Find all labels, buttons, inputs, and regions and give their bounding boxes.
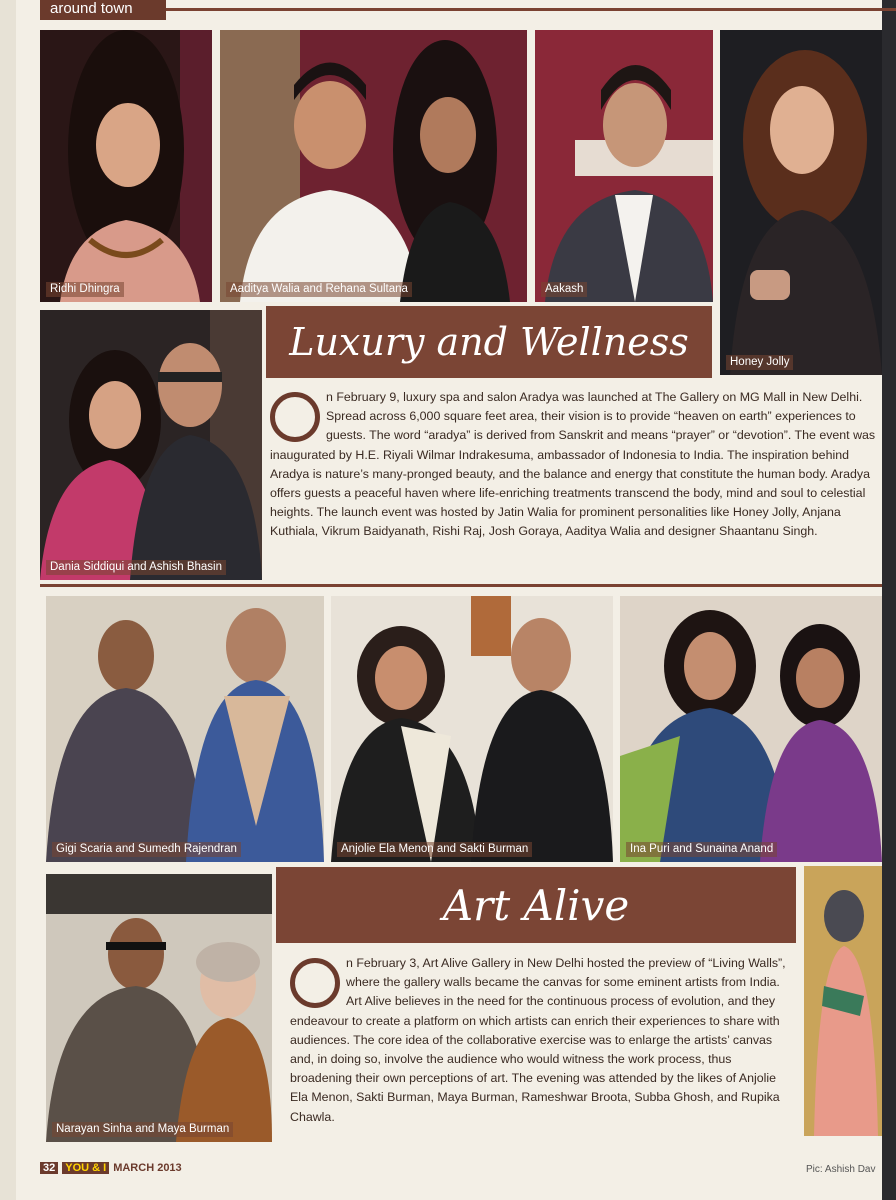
caption: Dania Siddiqui and Ashish Bhasin — [46, 560, 226, 575]
photo-narayan-maya — [46, 874, 272, 1142]
article1-body — [270, 388, 882, 578]
article1-headline: Luxury and Wellness — [266, 306, 712, 378]
photo-ridhi-dhingra — [40, 30, 212, 302]
photo-gigi-sumedh — [46, 596, 324, 862]
caption: Anjolie Ela Menon and Sakti Burman — [337, 842, 532, 857]
next-page-edge — [882, 0, 896, 1200]
page-gutter — [0, 0, 16, 1200]
article2-text: n February 3, Art Alive Gallery in New Delhi hosted the preview of “Living Walls”, where the gallery walls became the canvas for some eminent artists from India. Art Alive believes in the need for the continuous process of evolution, and they endeavour to create a platform on which artists can enrich their experiences to share with audiences. The core idea of the collaborative exercise was to enlarge the artists’ canvas and, in doing so, involve the audience who would witness the work process, thus broadening their own perceptions of art. The evening was attended by the likes of Anjolie Ela Menon, Sakti Burman, Maya Burman, Rameshwar Broota, Subba Ghosh, and Rupika Chawla. — [290, 956, 786, 1124]
photo-dania-ashish — [40, 310, 262, 580]
caption: Aaditya Walia and Rehana Sultana — [226, 282, 412, 297]
photo-ina-sunaina — [620, 596, 882, 862]
magazine-name: YOU & I — [62, 1162, 109, 1174]
photo-credit: Pic: Ashish Dav — [806, 1164, 876, 1175]
footer-folio — [40, 1161, 182, 1175]
caption: Aakash — [541, 282, 587, 297]
section-tag: around town — [40, 0, 166, 20]
photo-honey-jolly — [720, 30, 882, 375]
photo-aaditya-rehana — [220, 30, 527, 302]
top-rule — [166, 8, 896, 11]
article1-text: n February 9, luxury spa and salon Aradya was launched at The Gallery on MG Mall in New Delhi. Spread across 6,000 square feet area, their vision is to provide “heaven on earth” experiences to guests. The word “aradya” is derived from Sanskrit and means “prayer” or “devotion”. The event was inaugurated by H.E. Riyali Wilmar Indrakesuma, ambassador of Indonesia to India. The inspiration behind Aradya is nature’s many-pronged beauty, and the balance and energy that constitute the human body. Aradya offers guests a peaceful haven where life-enriching treatments transcend the body, mind and soul to celestial heights. The launch event was hosted by Jatin Walia for prominent personalities like Honey Jolly, Anjana Kuthiala, Vikrum Baidyanath, Rishi Raj, Josh Goraya, Aaditya Walia and designer Shaantanu Singh. — [270, 390, 876, 539]
photo-aakash — [535, 30, 713, 302]
caption: Ridhi Dhingra — [46, 282, 124, 297]
page-number: 32 — [40, 1162, 58, 1174]
photo-artwork — [804, 866, 882, 1136]
caption: Narayan Sinha and Maya Burman — [52, 1122, 233, 1137]
article2-body — [290, 954, 796, 1144]
issue-date: MARCH 2013 — [113, 1162, 182, 1174]
dropcap-o — [270, 392, 320, 442]
caption: Ina Puri and Sunaina Anand — [626, 842, 777, 857]
caption: Gigi Scaria and Sumedh Rajendran — [52, 842, 241, 857]
dropcap-o — [290, 958, 340, 1008]
section-divider — [40, 584, 882, 587]
article2-headline: Art Alive — [276, 867, 796, 943]
caption: Honey Jolly — [726, 355, 793, 370]
photo-anjolie-sakti — [331, 596, 613, 862]
